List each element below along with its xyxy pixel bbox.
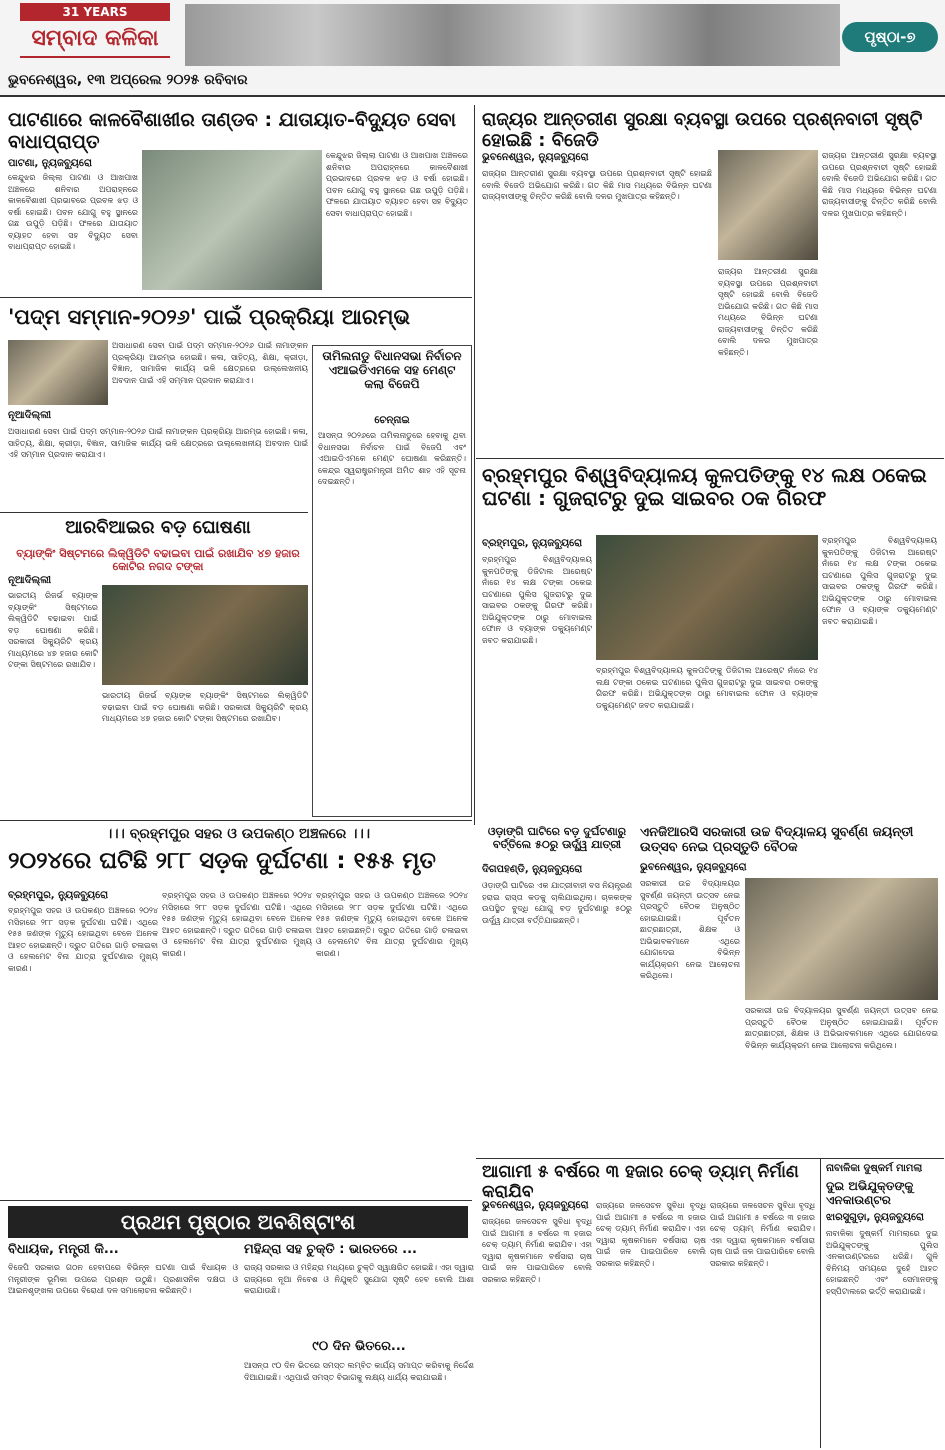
padma-award-photo <box>8 340 108 405</box>
headline: ଓଡ଼ାଙ୍ଗି ଘାଟିରେ ବଡ଼ ଦୁର୍ଘଟଣାରୁ ବର୍ତ୍ତିଲେ ୫୦ରୁ ଊର୍ଦ୍ଧ୍ୱ ଯାତ୍ରୀ <box>487 825 627 851</box>
story-body: ଅସାଧାରଣ ସେବା ପାଇଁ ପଦ୍ମ ସମ୍ମାନ-୨୦୨୬ ପାଇଁ ନାମାଙ୍କନ ପ୍ରକ୍ରିୟା ଆରମ୍ଭ ହୋଇଛି। କଳା, ସାହିତ୍ୟ, ଶିକ୍ଷା, କ୍ରୀଡ଼ା, ବିଜ୍ଞାନ, ସାମାଜିକ କାର୍ଯ୍ୟ ଭଳି କ୍ଷେତ୍ରରେ ଉଲ୍ଲେଖନୀୟ ଅବଦାନ ପାଇଁ ଏହି ସମ୍ମାନ ପ୍ରଦାନ କରାଯାଏ। <box>8 427 308 459</box>
divider <box>0 820 472 821</box>
rbi-photo <box>102 585 308 685</box>
story-body-cont: ଅସାଧାରଣ ସେବା ପାଇଁ ପଦ୍ମ ସମ୍ମାନ-୨୦୨୬ ପାଇଁ ନାମାଙ୍କନ ପ୍ରକ୍ରିୟା ଆରମ୍ଭ ହୋଇଛି। କଳା, ସାହିତ୍ୟ, ଶିକ୍ଷା, କ୍ରୀଡ଼ା, ବିଜ୍ଞାନ, ସାମାଜିକ କାର୍ଯ୍ୟ ଭଳି କ୍ଷେତ୍ରରେ ଉଲ୍ଲେଖନୀୟ ଅବଦାନ ପାଇଁ ଏହି ସମ୍ମାନ ପ୍ରଦାନ କରାଯାଏ। <box>112 341 308 385</box>
byline: ଭୁବନେଶ୍ୱର, ନ୍ୟୁଜବ୍ୟୁରୋ <box>482 152 589 163</box>
byline: ବ୍ରହ୍ମପୁର, ନ୍ୟୁଜବ୍ୟୁରୋ <box>482 538 583 549</box>
story-body-cont2: ରାଜ୍ୟର ଆନ୍ତରୀଣ ସୁରକ୍ଷା ବ୍ୟବସ୍ଥା ଉପରେ ପ୍ରଶ୍ନବାଚୀ ସୃଷ୍ଟି ହୋଇଛି ବୋଲି ବିଜେଡି ଅଭିଯୋଗ କରିଛି। ଗତ କିଛି ମାସ ମଧ୍ୟରେ ବିଭିନ୍ନ ଘଟଣା ରାଜ୍ୟବାସୀଙ୍କୁ ଚିନ୍ତିତ କରିଛି ବୋଲି ଦଳର ମୁଖପାତ୍ର କହିଛନ୍ତି। <box>718 267 818 357</box>
story-body-cont: ବ୍ରହ୍ମପୁର ସହର ଓ ଉପକଣ୍ଠ ଅଞ୍ଚଳରେ ୨୦୨୪ ମସିହାରେ ୨୮୮ ସଡ଼କ ଦୁର୍ଘଟଣା ଘଟିଛି। ଏଥିରେ ୧୫୫ ଜଣଙ୍କ ମୃତ୍ୟୁ ହୋଇଥିବା ବେଳେ ଅନେକ ଆହତ ହୋଇଛନ୍ତି। ଦ୍ରୁତ ଗତିରେ ଗାଡ଼ି ଚଳାଇବା ଓ ହେଲମେଟ ବିନା ଯାତ୍ରା ଦୁର୍ଘଟଣାର ମୁଖ୍ୟ କାରଣ। <box>162 891 312 958</box>
story-body-cont: ରାଜ୍ୟର ଆନ୍ତରୀଣ ସୁରକ୍ଷା ବ୍ୟବସ୍ଥା ଉପରେ ପ୍ରଶ୍ନବାଚୀ ସୃଷ୍ଟି ହୋଇଛି ବୋଲି ବିଜେଡି ଅଭିଯୋଗ କରିଛି। ଗତ କିଛି ମାସ ମଧ୍ୟରେ ବିଭିନ୍ନ ଘଟଣା ରାଜ୍ୟବାସୀଙ୍କୁ ଚିନ୍ତିତ କରିଛି ବୋଲି ଦଳର ମୁଖପାତ୍ର କହିଛନ୍ତି। <box>822 151 937 218</box>
cont-headline-1: ବିଧାୟକ, ମନ୍ତ୍ରୀ କି... <box>8 1242 119 1257</box>
dateline: ଭୁବନେଶ୍ୱର, ୧୩ ଅପ୍ରେଲ ୨୦୨୫ ରବିବାର <box>8 72 248 88</box>
kicker: ନାବାଳିକା ଦୁଷ୍କର୍ମ ମାମଲା <box>826 1163 923 1174</box>
divider <box>476 458 944 459</box>
story-body: ସରକାରୀ ଉଚ୍ଚ ବିଦ୍ୟାଳୟର ସୁବର୍ଣ୍ଣ ଜୟନ୍ତୀ ଉତ୍ସବ ନେଇ ପ୍ରସ୍ତୁତି ବୈଠକ ଅନୁଷ୍ଠିତ ହୋଇଯାଇଛି। ପୂର୍ବତନ ଛାତ୍ରଛାତ୍ରୀ, ଶିକ୍ଷକ ଓ ଅଭିଭାବକମାନେ ଏଥିରେ ଯୋଗଦେଇ ବିଭିନ୍ନ କାର୍ଯ୍ୟକ୍ରମ ନେଇ ଆଲୋଚନା କରିଥିଲେ। <box>640 879 740 980</box>
byline: ଚେନ୍ନାଇ <box>374 415 410 426</box>
story-body: ରାଜ୍ୟରେ ଜଳସେଚନ ସୁବିଧା ବୃଦ୍ଧି ପାଇଁ ଆଗାମୀ ୫ ବର୍ଷରେ ୩ ହଜାର ଚେକ୍ ଡ୍ୟାମ୍ ନିର୍ମାଣ କରାଯିବ। ଏହା ଦ୍ୱାରା କୃଷକମାନେ ବର୍ଷସାରା ଚାଷ ପାଇଁ ଜଳ ପାଇପାରିବେ ବୋଲି ସରକାର କହିଛନ୍ତି। <box>482 1217 592 1284</box>
divider <box>476 1158 944 1159</box>
page-number: ପୃଷ୍ଠା-୭ <box>842 22 938 52</box>
story-body-cont2: ବ୍ରହ୍ମପୁର ବିଶ୍ୱବିଦ୍ୟାଳୟ କୁଳପତିଙ୍କୁ ଡିଜିଟାଲ ଆରେଷ୍ଟ ନାଁରେ ୧୪ ଲକ୍ଷ ଟଙ୍କା ଠକେଇ ଘଟଣାରେ ପୁଲିସ ଗୁଜରାଟରୁ ଦୁଇ ସାଇବର ଠକଙ୍କୁ ଗିରଫ କରିଛି। ଅଭିଯୁକ୍ତଙ୍କ ଠାରୁ ମୋବାଇଲ ଫୋନ ଓ ବ୍ୟାଙ୍କ ଡକ୍ୟୁମେଣ୍ଟ ଜବତ କରାଯାଇଛି। <box>822 536 937 626</box>
headline: ତାମିଲନାଡୁ ବିଧାନସଭା ନିର୍ବାଚନ ଏଆଇଡିଏମକେ ସହ ମେଣ୍ଟ କଲା ବିଜେପି <box>322 349 462 391</box>
kicker: ।।। ବ୍ରହ୍ମପୁର ସହର ଓ ଉପକଣ୍ଠ ଅଞ୍ଚଳରେ ।।। <box>105 826 371 842</box>
arrest-photo <box>596 535 818 660</box>
byline: ପାଟଣା, ନ୍ୟୁଜବ୍ୟୁରୋ <box>8 158 92 169</box>
byline: ନୂଆଦିଲ୍ଲୀ <box>8 410 52 421</box>
story-body-cont: ସରକାରୀ ଉଚ୍ଚ ବିଦ୍ୟାଳୟର ସୁବର୍ଣ୍ଣ ଜୟନ୍ତୀ ଉତ୍ସବ ନେଇ ପ୍ରସ୍ତୁତି ବୈଠକ ଅନୁଷ୍ଠିତ ହୋଇଯାଇଛି। ପୂର୍ବତନ ଛାତ୍ରଛାତ୍ରୀ, ଶିକ୍ଷକ ଓ ଅଭିଭାବକମାନେ ଏଥିରେ ଯୋଗଦେଇ ବିଭିନ୍ନ କାର୍ଯ୍ୟକ୍ରମ ନେଇ ଆଲୋଚନା କରିଥିଲେ। <box>745 1006 938 1050</box>
meeting-photo <box>745 878 938 1000</box>
story-body: ଓଡ଼ାଙ୍ଗି ଘାଟିରେ ଏକ ଯାତ୍ରୀବାହୀ ବସ ନିୟନ୍ତ୍ରଣ ହରାଇ ରାସ୍ତା କଡ଼କୁ ଚାଲିଯାଇଥିଲା। ଚାଳକଙ୍କ ଉପସ୍ଥିତ ବୁଦ୍ଧି ଯୋଗୁ ବଡ଼ ଦୁର୍ଘଟଣାରୁ ୫୦ରୁ ଊର୍ଦ୍ଧ୍ୱ ଯାତ୍ରୀ ବର୍ତ୍ତିଯାଇଛନ୍ତି। <box>482 881 632 925</box>
story-body-cont2: ବ୍ରହ୍ମପୁର ସହର ଓ ଉପକଣ୍ଠ ଅଞ୍ଚଳରେ ୨୦୨୪ ମସିହାରେ ୨୮୮ ସଡ଼କ ଦୁର୍ଘଟଣା ଘଟିଛି। ଏଥିରେ ୧୫୫ ଜଣଙ୍କ ମୃତ୍ୟୁ ହୋଇଥିବା ବେଳେ ଅନେକ ଆହତ ହୋଇଛନ୍ତି। ଦ୍ରୁତ ଗତିରେ ଗାଡ଼ି ଚଳାଇବା ଓ ହେଲମେଟ ବିନା ଯାତ୍ରା ଦୁର୍ଘଟଣାର ମୁଖ୍ୟ କାରଣ। <box>316 891 468 958</box>
years-badge: 31 YEARS <box>20 3 170 21</box>
story-body-cont: ରାଜ୍ୟରେ ଜଳସେଚନ ସୁବିଧା ବୃଦ୍ଧି ପାଇଁ ଆଗାମୀ ୫ ବର୍ଷରେ ୩ ହଜାର ଚେକ୍ ଡ୍ୟାମ୍ ନିର୍ମାଣ କରାଯିବ। ଏହା ଦ୍ୱାରା କୃଷକମାନେ ବର୍ଷସାରା ଚାଷ ପାଇଁ ଜଳ ପାଇପାରିବେ ବୋଲି ସରକାର କହିଛନ୍ତି। <box>596 1201 706 1268</box>
divider <box>0 1200 472 1201</box>
column-divider <box>820 1158 821 1448</box>
story-body: ବ୍ରହ୍ମପୁର ବିଶ୍ୱବିଦ୍ୟାଳୟ କୁଳପତିଙ୍କୁ ଡିଜିଟାଲ ଆରେଷ୍ଟ ନାଁରେ ୧୪ ଲକ୍ଷ ଟଙ୍କା ଠକେଇ ଘଟଣାରେ ପୁଲିସ ଗୁଜରାଟରୁ ଦୁଇ ସାଇବର ଠକଙ୍କୁ ଗିରଫ କରିଛି। ଅଭିଯୁକ୍ତଙ୍କ ଠାରୁ ମୋବାଇଲ ଫୋନ ଓ ବ୍ୟାଙ୍କ ଡକ୍ୟୁମେଣ୍ଟ ଜବତ କରାଯାଇଛି। <box>482 555 592 645</box>
byline: ଭୁବନେଶ୍ୱର, ନ୍ୟୁଜବ୍ୟୁରୋ <box>640 862 747 873</box>
byline: ବ୍ରହ୍ମପୁର, ନ୍ୟୁଜବ୍ୟୁରୋ <box>8 890 109 901</box>
headline: ଏନଜିଆରସି ସରକାରୀ ଉଚ୍ଚ ବିଦ୍ୟାଳୟ ସୁବର୍ଣ୍ଣ ଜୟନ୍ତୀ ଉତ୍ସବ ନେଇ ପ୍ରସ୍ତୁତି ବୈଠକ <box>640 825 914 855</box>
headline: ୨୦୨୪ରେ ଘଟିଛି ୨୮୮ ସଡ଼କ ଦୁର୍ଘଟଣା : ୧୫୫ ମୃତ <box>8 848 436 874</box>
cont-body-3: ଆସନ୍ତା ୯୦ ଦିନ ଭିତରେ ସମସ୍ତ ଲମ୍ବିତ କାର୍ଯ୍ୟ ସମାପ୍ତ କରିବାକୁ ନିର୍ଦ୍ଦେଶ ଦିଆଯାଇଛି। ଏଥିପାଇଁ ସମସ୍ତ ବିଭାଗକୁ ଲକ୍ଷ୍ୟ ଧାର୍ଯ୍ୟ କରାଯାଇଛି। <box>244 1361 474 1382</box>
story-body: କେନ୍ଦୁଝର ଜିଲ୍ଲା ପାଟଣା ଓ ଆଖପାଖ ଅଞ୍ଚଳରେ ଶନିବାର ଅପରାହ୍ନରେ କାଳବୈଶାଖୀ ପ୍ରଭାବରେ ପ୍ରବଳ ଝଡ଼ ଓ ବର୍ଷା ହୋଇଛି। ପବନ ଯୋଗୁ ବହୁ ସ୍ଥାନରେ ଗଛ ଉପୁଡ଼ି ପଡ଼ିଛି। ଫଳରେ ଯାତାୟାତ ବ୍ୟାହତ ହେବା ସହ ବିଦ୍ୟୁତ ସେବା ବାଧାପ୍ରାପ୍ତ ହୋଇଛି। <box>8 173 138 251</box>
story-body-cont: ବ୍ରହ୍ମପୁର ବିଶ୍ୱବିଦ୍ୟାଳୟ କୁଳପତିଙ୍କୁ ଡିଜିଟାଲ ଆରେଷ୍ଟ ନାଁରେ ୧୪ ଲକ୍ଷ ଟଙ୍କା ଠକେଇ ଘଟଣାରେ ପୁଲିସ ଗୁଜରାଟରୁ ଦୁଇ ସାଇବର ଠକଙ୍କୁ ଗିରଫ କରିଛି। ଅଭିଯୁକ୍ତଙ୍କ ଠାରୁ ମୋବାଇଲ ଫୋନ ଓ ବ୍ୟାଙ୍କ ଡକ୍ୟୁମେଣ୍ଟ ଜବତ କରାଯାଇଛି। <box>596 666 818 710</box>
headline: ବ୍ରହ୍ମପୁର ବିଶ୍ୱବିଦ୍ୟାଳୟ କୁଳପତିଙ୍କୁ ୧୪ ଲକ୍ଷ ଠକେଇ ଘଟଣା : ଗୁଜରାଟରୁ ଦୁଇ ସାଇବର ଠକ ଗିରଫ <box>482 463 927 510</box>
story-body-cont2: ରାଜ୍ୟରେ ଜଳସେଚନ ସୁବିଧା ବୃଦ୍ଧି ପାଇଁ ଆଗାମୀ ୫ ବର୍ଷରେ ୩ ହଜାର ଚେକ୍ ଡ୍ୟାମ୍ ନିର୍ମାଣ କରାଯିବ। ଏହା ଦ୍ୱାରା କୃଷକମାନେ ବର୍ଷସାରା ଚାଷ ପାଇଁ ଜଳ ପାଇପାରିବେ ବୋଲି ସରକାର କହିଛନ୍ତି। <box>710 1201 815 1268</box>
divider <box>0 512 308 513</box>
headline: 'ପଦ୍ମ ସମ୍ମାନ-୨୦୨୬' ପାଇଁ ପ୍ରକ୍ରିୟା ଆରମ୍ଭ <box>8 305 410 329</box>
cont-body-1: ବିଜେପି ସରକାର ଗଠନ ହେବାପରେ ବିଭିନ୍ନ ଘଟଣା ପାଇଁ ବିଧାୟକ ଓ ମନ୍ତ୍ରୀଙ୍କ ଭୂମିକା ଉପରେ ପ୍ରଶ୍ନ ଉଠୁଛି। ପ୍ରଶାସନିକ ଦକ୍ଷତା ଓ ଆଇନଶୃଙ୍ଖଳା ଉପରେ ବିରୋଧୀ ଦଳ ସମାଲୋଚନା କରିଛନ୍ତି। <box>8 1263 238 1295</box>
subhead: ବ୍ୟାଙ୍କିଂ ସିଷ୍ଟମରେ ଲିକ୍ୱିଡିଟି ବଢାଇବା ପାଇଁ ରଖାଯିବ ୪୭ ହଜାର କୋଟିର ନଗଦ ଟଙ୍କା <box>16 547 300 573</box>
byline: ଝାରସୁଗୁଡ଼ା, ନ୍ୟୁଜବ୍ୟୁରୋ <box>826 1212 924 1223</box>
byline: ଦିଗପହଣ୍ଡି, ନ୍ୟୁଜବ୍ୟୁରୋ <box>482 864 583 875</box>
cont-headline-2: ମହିନ୍ଦ୍ରା ସହ ଚୁକ୍ତି : ଭାରତରେ ... <box>244 1242 417 1257</box>
byline: ନୂଆଦିଲ୍ଲୀ <box>8 575 52 586</box>
spokesperson-photo <box>718 150 818 260</box>
headline: ଦୁଇ ଅଭିଯୁକ୍ତଙ୍କୁ ଏନକାଉଣ୍ଟର <box>826 1179 914 1207</box>
headline: ଆରବିଆଇର ବଡ଼ ଘୋଷଣା <box>65 517 251 538</box>
divider <box>0 297 472 298</box>
headline: ପାଟଣାରେ କାଳବୈଶାଖୀର ତାଣ୍ଡବ : ଯାତାୟାତ-ବିଦ୍ୟୁତ ସେବା ବାଧାପ୍ରାପ୍ତ <box>8 109 456 153</box>
story-body: ରାଜ୍ୟର ଆନ୍ତରୀଣ ସୁରକ୍ଷା ବ୍ୟବସ୍ଥା ଉପରେ ପ୍ରଶ୍ନବାଚୀ ସୃଷ୍ଟି ହୋଇଛି ବୋଲି ବିଜେଡି ଅଭିଯୋଗ କରିଛି। ଗତ କିଛି ମାସ ମଧ୍ୟରେ ବିଭିନ୍ନ ଘଟଣା ରାଜ୍ୟବାସୀଙ୍କୁ ଚିନ୍ତିତ କରିଛି ବୋଲି ଦଳର ମୁଖପାତ୍ର କହିଛନ୍ତି। <box>482 169 712 201</box>
continuation-banner: ପ୍ରଥମ ପୃଷ୍ଠାର ଅବଶିଷ୍ଟାଂଶ <box>8 1206 468 1238</box>
byline: ଭୁବନେଶ୍ୱର, ନ୍ୟୁଜବ୍ୟୁରୋ <box>482 1200 589 1211</box>
story-body-cont: ଭାରତୀୟ ରିଜର୍ଭ ବ୍ୟାଙ୍କ ବ୍ୟାଙ୍କିଂ ସିଷ୍ଟମରେ ଲିକ୍ୱିଡିଟି ବଢାଇବା ପାଇଁ ବଡ଼ ଘୋଷଣା କରିଛି। ସରକାରୀ ସିକ୍ୟୁରିଟି କ୍ରୟ ମାଧ୍ୟମରେ ୪୭ ହଜାର କୋଟି ଟଙ୍କା ସିଷ୍ଟମରେ ରଖାଯିବ। <box>102 691 308 723</box>
masthead-divider <box>0 95 945 97</box>
cont-body-2: ରାଜ୍ୟ ସରକାର ଓ ମହିନ୍ଦ୍ରା ମଧ୍ୟରେ ଚୁକ୍ତି ସ୍ୱାକ୍ଷରିତ ହୋଇଛି। ଏହା ଦ୍ୱାରା ରାଜ୍ୟରେ ନୂଆ ନିବେଶ ଓ ନିଯୁକ୍ତି ସୁଯୋଗ ସୃଷ୍ଟି ହେବ ବୋଲି ଆଶା କରାଯାଉଛି। <box>244 1263 474 1295</box>
newspaper-logo: ସମ୍ବାଦ କଳିକା <box>20 22 170 58</box>
headline: ରାଜ୍ୟର ଆନ୍ତରୀଣ ସୁରକ୍ଷା ବ୍ୟବସ୍ଥା ଉପରେ ପ୍ରଶ୍ନବାଚୀ ସୃଷ୍ଟି ହୋଇଛି : ବିଜେଡି <box>482 109 923 151</box>
story-body: ଆସନ୍ତା ୨୦୨୬ରେ ତାମିଲନାଡୁରେ ହେବାକୁ ଥିବା ବିଧାନସଭା ନିର୍ବାଚନ ପାଇଁ ବିଜେପି ଏବଂ ଏଆଇଡିଏମକେ ମେଣ୍ଟ ଘୋଷଣା କରିଛନ୍ତି। କେନ୍ଦ୍ର ସ୍ୱରାଷ୍ଟ୍ରମନ୍ତ୍ରୀ ଅମିତ ଶାହ ଏହି ସୂଚନା ଦେଇଛନ୍ତି। <box>318 431 466 486</box>
masthead-photo-strip <box>185 4 840 66</box>
column-divider <box>474 105 475 825</box>
cont-headline-3: ୯୦ ଦିନ ଭିତରେ... <box>312 1339 406 1354</box>
story-body: ନାବାଳିକା ଦୁଷ୍କର୍ମ ମାମଲାରେ ଦୁଇ ଅଭିଯୁକ୍ତଙ୍କୁ ପୁଲିସ ଏନକାଉଣ୍ଟରରେ ଧରିଛି। ଗୁଳି ବିନିମୟ ସମୟରେ ଦୁହେଁ ଆହତ ହୋଇଛନ୍ତି ଏବଂ ସେମାନଙ୍କୁ ହସ୍ପିଟାଲରେ ଭର୍ତ୍ତି କରାଯାଇଛି। <box>826 1229 938 1296</box>
story-body: ବ୍ରହ୍ମପୁର ସହର ଓ ଉପକଣ୍ଠ ଅଞ୍ଚଳରେ ୨୦୨୪ ମସିହାରେ ୨୮୮ ସଡ଼କ ଦୁର୍ଘଟଣା ଘଟିଛି। ଏଥିରେ ୧୫୫ ଜଣଙ୍କ ମୃତ୍ୟୁ ହୋଇଥିବା ବେଳେ ଅନେକ ଆହତ ହୋଇଛନ୍ତି। ଦ୍ରୁତ ଗତିରେ ଗାଡ଼ି ଚଳାଇବା ଓ ହେଲମେଟ ବିନା ଯାତ୍ରା ଦୁର୍ଘଟଣାର ମୁଖ୍ୟ କାରଣ। <box>8 906 158 973</box>
story-body: ଭାରତୀୟ ରିଜର୍ଭ ବ୍ୟାଙ୍କ ବ୍ୟାଙ୍କିଂ ସିଷ୍ଟମରେ ଲିକ୍ୱିଡିଟି ବଢାଇବା ପାଇଁ ବଡ଼ ଘୋଷଣା କରିଛି। ସରକାରୀ ସିକ୍ୟୁରିଟି କ୍ରୟ ମାଧ୍ୟମରେ ୪୭ ହଜାର କୋଟି ଟଙ୍କା ସିଷ୍ଟମରେ ରଖାଯିବ। <box>8 591 98 669</box>
headline: ଆଗାମୀ ୫ ବର୍ଷରେ ୩ ହଜାର ଚେକ୍ ଡ୍ୟାମ୍ ନିର୍ମାଣ କରାଯିବ <box>482 1162 799 1202</box>
storm-photo <box>142 150 322 290</box>
story-body-cont: କେନ୍ଦୁଝର ଜିଲ୍ଲା ପାଟଣା ଓ ଆଖପାଖ ଅଞ୍ଚଳରେ ଶନିବାର ଅପରାହ୍ନରେ କାଳବୈଶାଖୀ ପ୍ରଭାବରେ ପ୍ରବଳ ଝଡ଼ ଓ ବର୍ଷା ହୋଇଛି। ପବନ ଯୋଗୁ ବହୁ ସ୍ଥାନରେ ଗଛ ଉପୁଡ଼ି ପଡ଼ିଛି। ଫଳରେ ଯାତାୟାତ ବ୍ୟାହତ ହେବା ସହ ବିଦ୍ୟୁତ ସେବା ବାଧାପ୍ରାପ୍ତ ହୋଇଛି। <box>326 151 468 218</box>
